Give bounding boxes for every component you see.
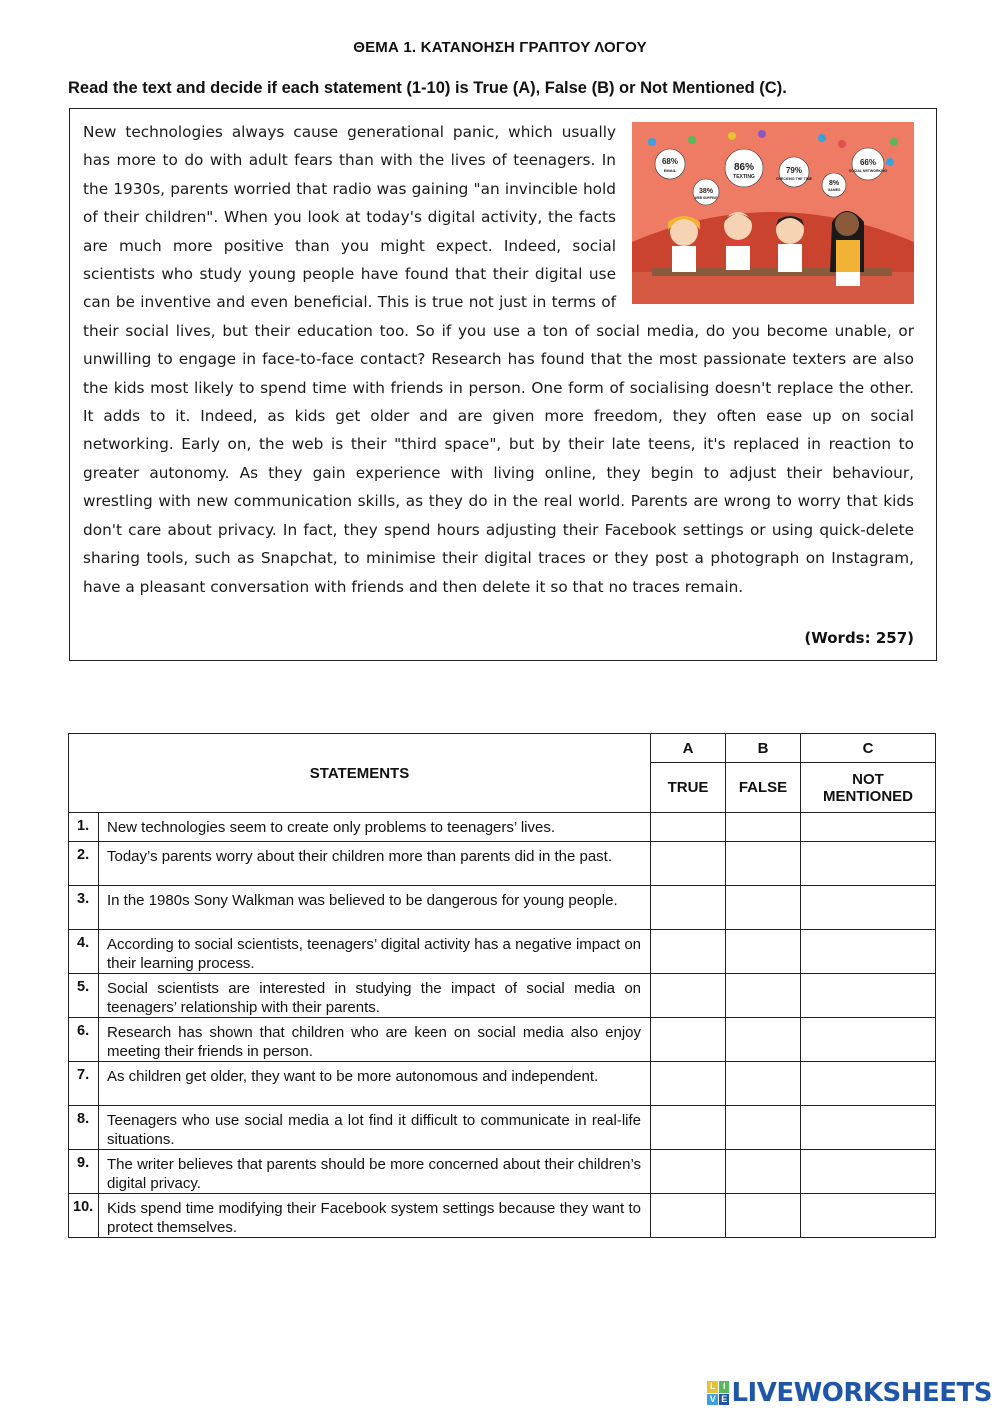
stat-pct: 8% [828, 180, 840, 187]
table-row [69, 1194, 936, 1238]
col-letter-b: B [726, 734, 801, 763]
kid-2 [724, 212, 752, 270]
col-label-false: FALSE [726, 763, 801, 813]
table-row [69, 1150, 936, 1194]
table-row [69, 974, 936, 1018]
answer-cell-true[interactable] [651, 886, 726, 930]
answer-cell-false[interactable] [726, 886, 801, 930]
instructions: Read the text and decide if each statement (1-10) is True (A), False (B) or Not Mentioned (C). [68, 79, 787, 97]
reading-passage [83, 118, 914, 601]
answer-cell-not-mentioned[interactable] [801, 1150, 936, 1194]
answer-cell-false[interactable] [726, 842, 801, 886]
stat-label: SOCIAL NETWORKING [848, 169, 888, 173]
statement-text: As children get older, they want to be more autonomous and independent. [99, 1062, 651, 1106]
col-label-true: TRUE [651, 763, 726, 813]
stat-pct: 66% [859, 158, 877, 167]
answer-cell-true[interactable] [651, 1194, 726, 1238]
col-letter-c: C [801, 734, 936, 763]
statement-number: 2. [69, 842, 99, 886]
col-label-not-mentioned: NOT MENTIONED [801, 763, 936, 813]
table-row [69, 813, 936, 842]
answer-cell-not-mentioned[interactable] [801, 1194, 936, 1238]
statement-number: 6. [69, 1018, 99, 1062]
table-row [69, 886, 936, 930]
statement-text: In the 1980s Sony Walkman was believed to be dangerous for young people. [99, 886, 651, 930]
statement-number: 1. [69, 813, 99, 842]
stat-pct: 68% [661, 157, 679, 166]
col-letter-a: A [651, 734, 726, 763]
answer-cell-not-mentioned[interactable] [801, 974, 936, 1018]
statement-number: 7. [69, 1062, 99, 1106]
stat-label: TEXTING [733, 174, 755, 180]
answer-cell-false[interactable] [726, 974, 801, 1018]
statement-text: New technologies seem to create only problems to teenagers’ lives. [99, 813, 651, 842]
statement-number: 8. [69, 1106, 99, 1150]
answer-cell-false[interactable] [726, 813, 801, 842]
stat-label: WEB SURFING [694, 196, 718, 200]
statement-number: 9. [69, 1150, 99, 1194]
answer-cell-true[interactable] [651, 842, 726, 886]
answer-cell-not-mentioned[interactable] [801, 842, 936, 886]
answer-cell-true[interactable] [651, 1062, 726, 1106]
answer-cell-false[interactable] [726, 930, 801, 974]
answer-cell-true[interactable] [651, 1106, 726, 1150]
answer-cell-false[interactable] [726, 1194, 801, 1238]
answer-cell-not-mentioned[interactable] [801, 1018, 936, 1062]
page-heading: ΘΕΜΑ 1. ΚΑΤΑΝΟΗΣΗ ΓΡΑΠΤΟΥ ΛΟΓΟΥ [353, 39, 647, 56]
statements-header: STATEMENTS [69, 734, 651, 813]
answer-cell-false[interactable] [726, 1106, 801, 1150]
stat-label: EMAIL [663, 168, 677, 173]
answer-cell-true[interactable] [651, 1150, 726, 1194]
answer-cell-false[interactable] [726, 1018, 801, 1062]
statement-text: According to social scientists, teenagers’ digital activity has a negative impact on their learning process. [99, 930, 651, 974]
statement-text: Today’s parents worry about their children more than parents did in the past. [99, 842, 651, 886]
table-row [69, 842, 936, 886]
statement-text: Teenagers who use social media a lot find it difficult to communicate in real-life situations. [99, 1106, 651, 1150]
statement-number: 3. [69, 886, 99, 930]
table-row [69, 1062, 936, 1106]
answer-cell-false[interactable] [726, 1062, 801, 1106]
logo-mark-icon: L I V E [707, 1381, 729, 1405]
stat-pct: 86% [733, 162, 755, 173]
statement-number: 4. [69, 930, 99, 974]
answer-cell-true[interactable] [651, 974, 726, 1018]
answer-cell-false[interactable] [726, 1150, 801, 1194]
teens-phones-illustration [632, 122, 914, 304]
passage-text: New technologies always cause generational panic, which usually has more to do with adult fears than with the lives of teenagers. In the 1930s, parents worried that radio was gaining "an invincible hold of their children". When you look at today's digital activity, the facts are much more positive than you might expect. Indeed, social scientists who study young people have found that their digital use can be inventive and even beneficial. This is true not just in terms of their social lives, but their education too. So if you use a ton of social media, do you become unable, or unwilling to engage in face-to-face contact? Research has found that the most passionate texters are also the kids most likely to spend time with friends in person. One form of socialising doesn't replace the other. It adds to it. Indeed, as kids get older and are given more freedom, they often ease up on social networking. Early on, the web is their "third space", but by their late teens, it's replaced in reaction to greater autonomy. As they gain experience with living online, they begin to adjust their behaviour, wrestling with new communication skills, as they do in the real world. Parents are wrong to worry that kids don't care about privacy. In fact, they spend hours adjusting their Facebook settings or using quick-delete sharing tools, such as Snapchat, to minimise their digital traces or they post a photograph on Instagram, have a pleasant conversation with friends and then delete it so that no traces remain. [83, 123, 914, 596]
liveworksheets-logo[interactable] [707, 1378, 992, 1408]
answer-cell-not-mentioned[interactable] [801, 813, 936, 842]
statement-text: Research has shown that children who are keen on social media also enjoy meeting their friends in person. [99, 1018, 651, 1062]
stat-label: CHECKING THE TIME [776, 177, 812, 181]
stat-pct: 38% [698, 188, 714, 195]
answer-cell-not-mentioned[interactable] [801, 930, 936, 974]
logo-text: LIVEWORKSHEETS [731, 1378, 992, 1408]
statement-number: 5. [69, 974, 99, 1018]
answer-cell-not-mentioned[interactable] [801, 886, 936, 930]
table-row [69, 930, 936, 974]
stat-pct: 79% [785, 166, 803, 175]
statement-number: 10. [69, 1194, 99, 1238]
table-row [69, 1018, 936, 1062]
word-count: (Words: 257) [804, 629, 914, 647]
answer-cell-not-mentioned[interactable] [801, 1062, 936, 1106]
statement-text: Kids spend time modifying their Facebook system settings because they want to protect themselves. [99, 1194, 651, 1238]
table-row [69, 1106, 936, 1150]
answer-cell-true[interactable] [651, 930, 726, 974]
kid-3 [776, 216, 804, 272]
answer-cell-true[interactable] [651, 1018, 726, 1062]
statement-text: Social scientists are interested in studying the impact of social media on teenagers’ relationship with their parents. [99, 974, 651, 1018]
stat-label: GAMES [827, 188, 841, 192]
statement-text: The writer believes that parents should be more concerned about their children’s digital privacy. [99, 1150, 651, 1194]
statements-table [68, 733, 936, 1238]
answer-cell-not-mentioned[interactable] [801, 1106, 936, 1150]
answer-cell-true[interactable] [651, 813, 726, 842]
